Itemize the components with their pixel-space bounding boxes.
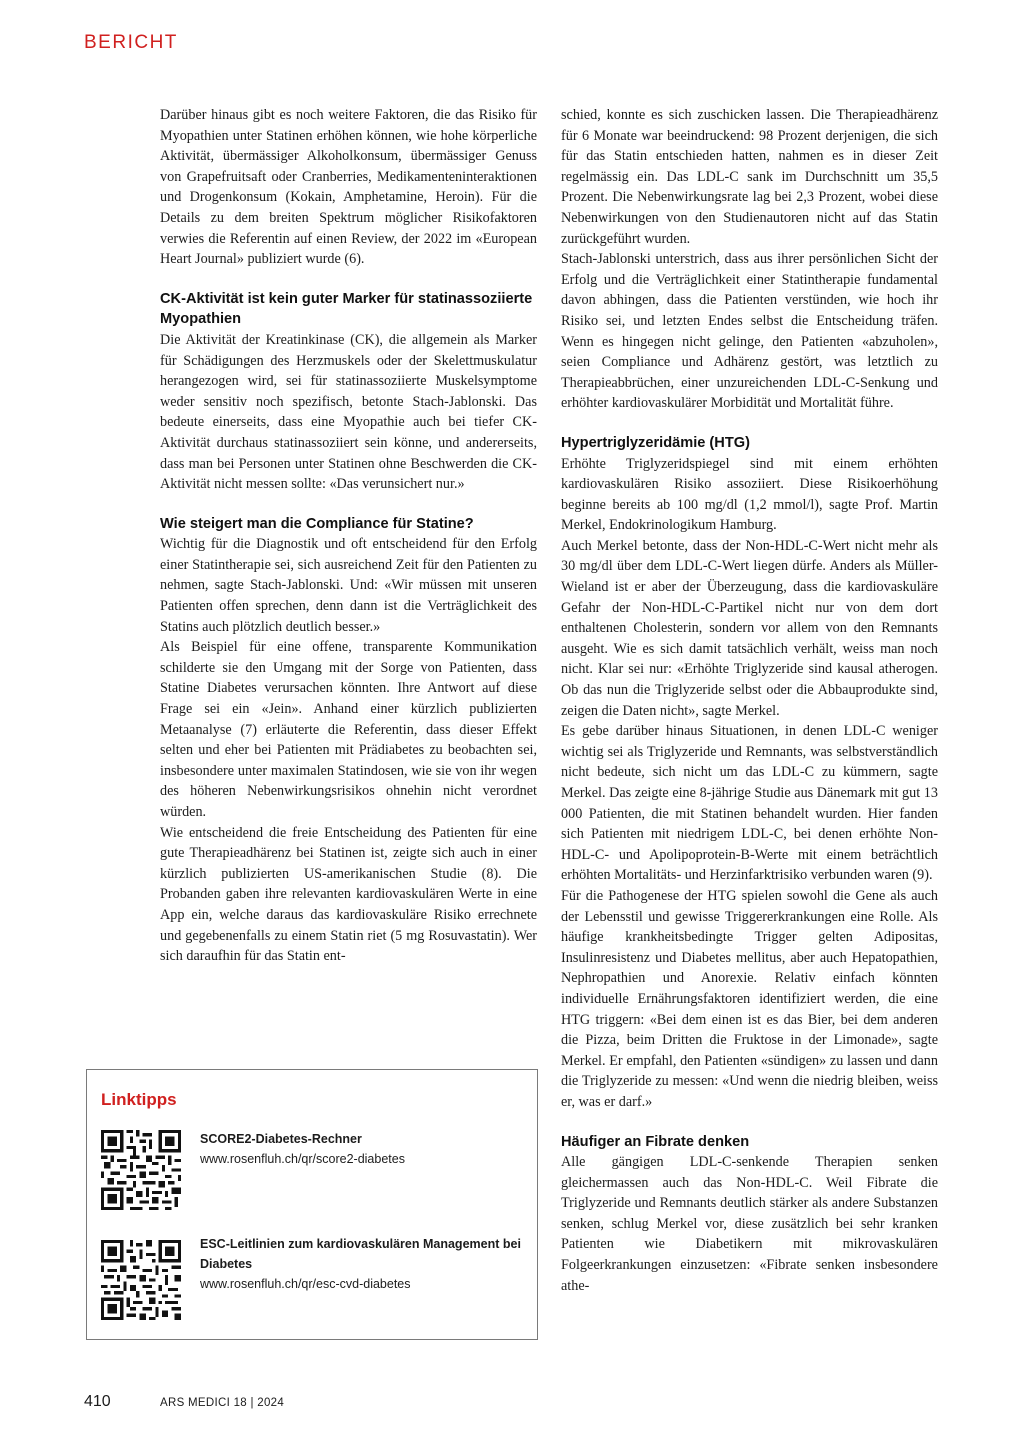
- link-url[interactable]: www.rosenfluh.ch/qr/esc-cvd-diabetes: [200, 1277, 411, 1291]
- link-url[interactable]: www.rosenfluh.ch/qr/score2-diabetes: [200, 1152, 405, 1166]
- paragraph: Wie entscheidend die freie Entscheidung des Patienten für eine gute Therapieadhärenz bei Statinen ist, zeigte sich auch in einer kürzlich publizierten US-amerikanischen Studie (8). Die Probanden gaben ihre relevanten kardiovaskulären Werte in eine App ein, welche daraus das kardiovaskuläre Risiko errechnete und gegebenenfalls zu einem Statin riet (5 mg Rosuvastatin). Wer sich daraufhin für das Statin ent-: [160, 824, 537, 965]
- qr-code-icon[interactable]: [101, 1130, 181, 1210]
- link-title: ESC-Leitlinien zum kardiovaskulären Management bei Diabetes: [200, 1237, 521, 1271]
- paragraph: Erhöhte Triglyzeridspiegel sind mit einem erhöhten kardiovaskulären Risiko assoziiert. Diese Risikoerhöhung beginne bereits ab 100 mg/dl (1,2 mmol/l), sagte Prof. Martin Merkel, Endokrinologikum Hamburg.: [561, 455, 938, 534]
- qr-code-graphic: [101, 1240, 181, 1320]
- subheading-fibrate: Häufiger an Fibrate denken: [561, 1133, 750, 1150]
- link-title: SCORE2-Diabetes-Rechner: [200, 1132, 362, 1146]
- paragraph: Stach-Jablonski unterstrich, dass aus ihrer persönlichen Sicht der Erfolg und die Verträglichkeit einer Statintherapie fundamental davon abhingen, dass die Patienten verstünden, wie hoch ihr Risiko sei, und letzten Endes selbst die Entscheidung träfen. Wenn es hingegen nicht gelinge, den Patienten «abzuholen», seien Compliance und Adhärenz gestört, was letztlich zu Therapieabbrüchen, einer unzureichenden LDL-C-Senkung und erhöhter kardiovaskulärer Morbidität und Mortalität führe.: [561, 251, 938, 412]
- qr-code-icon[interactable]: [101, 1240, 181, 1320]
- paragraph: schied, konnte es sich zuschicken lassen. Die Therapieadhärenz für 6 Monate war beeindruckend: 98 Prozent derjenigen, die sich für das Statin entschieden hatten, nahmen es in dieser Zeit regelmässig ein. Das LDL-C sank im Durchschnitt um 35,5 Prozent. Die Nebenwirkungsrate lag bei 2,3 Prozent, wobei diese Nebenwirkungen von den Studienautoren nicht auf das Statin zurückgeführt wurden.: [561, 107, 938, 247]
- subheading-htg: Hypertriglyzeridämie (HTG): [561, 434, 750, 451]
- paragraph: Die Aktivität der Kreatinkinase (CK), die allgemein als Marker für Schädigungen des Herzmuskels oder der Skelettmuskulatur herangezogen wird, sei für statinassoziierte Muskelsymptome weder sensitiv noch spezifisch, betonte Stach-Jablonski. Das bedeute einerseits, dass eine Myopathie auch bei tiefer CK-Aktivität durchaus statinassoziiert sein könne, und andererseits, dass man bei Personen unter Statinen ohne Beschwerden die CK-Aktivität nicht messen sollte: «Das verunsichert nur.»: [160, 331, 537, 493]
- link-item: [200, 1234, 530, 1294]
- page-number: 410: [84, 1393, 111, 1410]
- paragraph: Für die Pathogenese der HTG spielen sowohl die Gene als auch der Lebensstil und gewisse Triggererkrankungen eine Rolle. Als häufige krankheitsbedingte Trigger gelten Adipositas, Insulinresistenz und Diabetes mellitus, aber auch Hepatopathien, Nephropathien und Anorexie. Relativ einfach könnten individuelle Ernährungsfaktoren identifiziert werden, die eine HTG triggern: «Bei dem einen ist es das Bier, bei dem anderen die Pizza, beim Dritten die Fruktose in der Limonade», sagte Merkel. Er empfahl, den Patienten «sündigen» zu lassen und dann die Triglyzeride zu messen: «Und wenn die niedrig bleiben, weiss er, was er darf.»: [561, 887, 938, 1110]
- subheading-ck-aktivitaet: CK-Aktivität ist kein guter Marker für statinassoziierte Myopathien: [160, 290, 533, 328]
- paragraph: Auch Merkel betonte, dass der Non-HDL-C-Wert nicht mehr als 30 mg/dl über dem LDL-C-Wert liegen dürfe. Anders als Müller-Wieland ist er aber der Überzeugung, dass die kardiovaskuläre Gefahr der Non-HDL-C-Partikel nicht nur von dem dort enthaltenen Cholesterin, sondern vor allem von den Remnants ausgeht. Wie es sich damit tatsächlich verhält, weiss man noch nicht. Klar sei nur: «Erhöhte Triglyzeride sind kausal atherogen. Ob das nun die Triglyzeride selbst oder die Abbauprodukte sind, zeigen die Daten nicht», sagte Merkel.: [561, 537, 938, 719]
- paragraph: Alle gängigen LDL-C-senkende Therapien senken gleichermassen auch das Non-HDL-C. Weil Fibrate die Triglyzeride und Remnants deutlich stärker als andere Substanzen senken, schlug Merkel vor, diese zusätzlich bei sehr kranken Patienten wie Diabetikern mit mikrovaskulären Folgeerkrankungen einzusetzen: «Fibrate senken insbesondere athe-: [561, 1154, 938, 1294]
- linktipps-title: Linktipps: [101, 1090, 177, 1109]
- paragraph: Wichtig für die Diagnostik und oft entscheidend für den Erfolg einer Statintherapie sei, sich ausreichend Zeit für den Patienten zu nehmen, sagte Stach-Jablonski. Und: «Wir müssen mit unseren Patienten offen sprechen, denn dann ist die Verträglichkeit des Statins auch plötzlich deutlich besser.»: [160, 536, 537, 635]
- paragraph: Darüber hinaus gibt es noch weitere Faktoren, die das Risiko für Myopathien unter Statinen erhöhen können, wie hohe körperliche Aktivität, übermässiger Alkoholkonsum, übermässiger Genuss von Grapefruitsaft oder Cranberries, Medikamenteninteraktionen und Drogenkonsum (Kokain, Amphetamine, Heroin). Für die Details zu dem breiten Spektrum möglicher Risikofaktoren verwies die Referentin auf einen Review, der 2022 im «European Heart Journal» publiziert wurde (6).: [160, 107, 537, 268]
- paragraph: Als Beispiel für eine offene, transparente Kommunikation schilderte sie den Umgang mit der Sorge von Patienten, dass Statine Diabetes verursachen könnten. Ihre Antwort auf diese Frage sei ein «Jein». Anhand einer kürzlich publizierten Metaanalyse (7) erläuterte die Referentin, dass dieser Effekt selten und eher bei Patienten mit Prädiabetes zu beobachten sei, insbesondere unter maximalen Statindosen, wie sie von ihr wegen des höheren Nebenwirkungsrisikos ohnehin nicht verordnet würden.: [160, 639, 537, 820]
- link-item: [200, 1129, 530, 1169]
- paragraph: Es gebe darüber hinaus Situationen, in denen LDL-C weniger wichtig sei als Triglyzeride und Remnants, was selbstverständlich nicht bedeute, sich nicht um das LDL-C zu kümmern, sagte Merkel. Das zeigte eine 8-jährige Studie aus Dänemark mit gut 13 000 Patienten, die mit Statinen behandelt wurden. Hier fanden sich Patienten mit niedrigem LDL-C, bei denen erhöhte Non-HDL-C- und Apolipoprotein-B-Werte mit einem beträchtlich erhöhten Mortalitäts- und Herzinfarktrisiko verbunden waren (9).: [561, 723, 938, 884]
- section-label: BERICHT: [84, 32, 178, 53]
- right-column: [561, 105, 938, 1296]
- left-column: [160, 105, 537, 967]
- qr-code-graphic: [101, 1130, 181, 1210]
- linktipps-box: [86, 1069, 538, 1340]
- journal-issue: ARS MEDICI 18 | 2024: [160, 1397, 285, 1409]
- subheading-compliance: Wie steigert man die Compliance für Statine?: [160, 515, 474, 532]
